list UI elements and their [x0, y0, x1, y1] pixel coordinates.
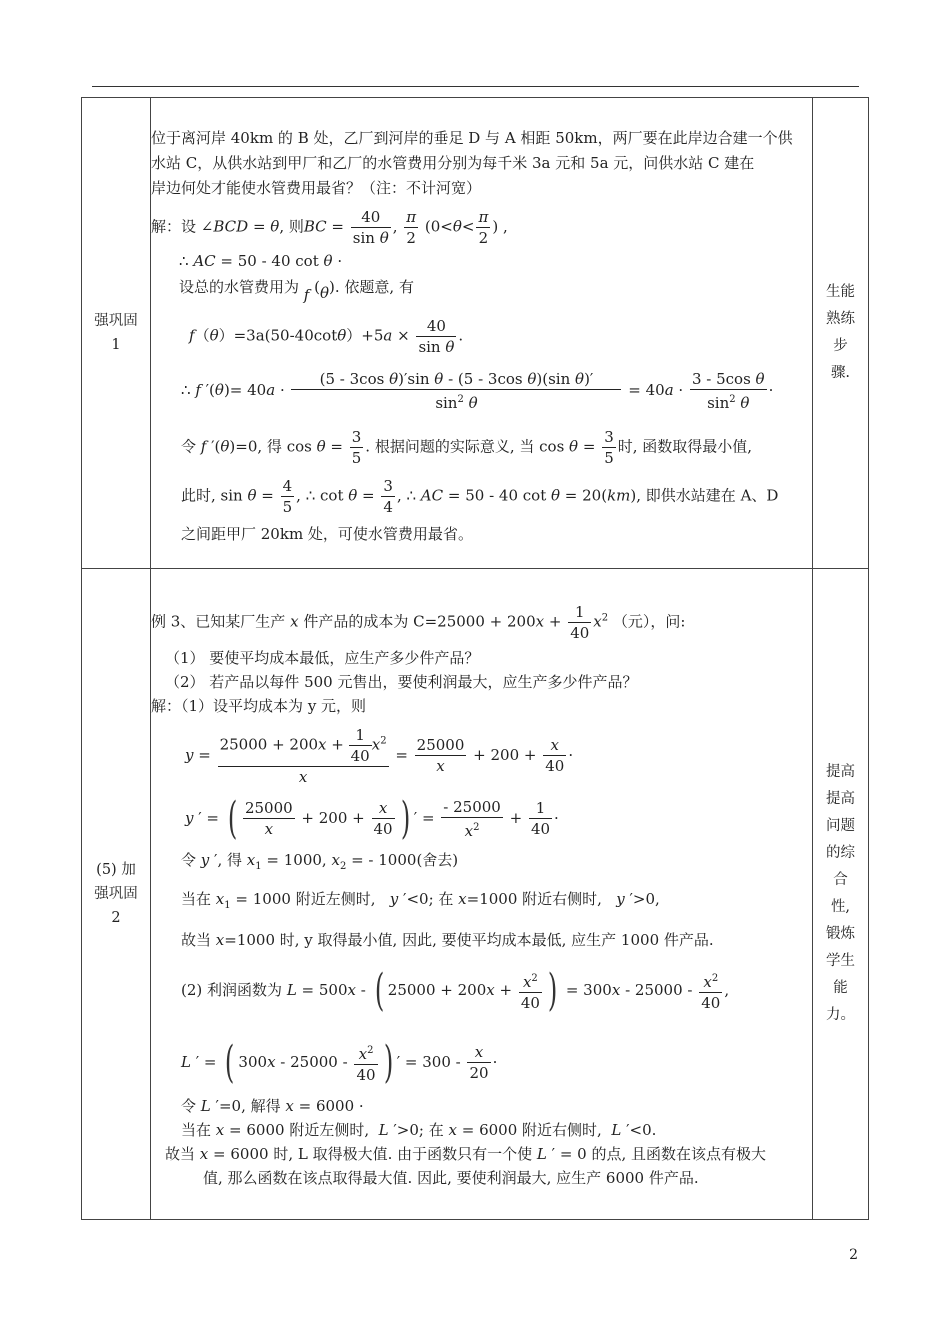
row-label [82, 98, 151, 569]
text: 当在 [181, 889, 212, 908]
formula-line: 故当 x = 6000 时, L 取得极大值. 由于函数只有一个使 L ′ = 0 的点, 且函数在该点有极大 [165, 1144, 767, 1163]
note-text: 力。 [826, 1007, 855, 1023]
text: 时, L 取得极大值. 由于函数只有一个使 [273, 1144, 533, 1163]
text: >0; 在 [396, 1120, 444, 1139]
note-text: 骤. [830, 365, 851, 381]
text: 令 [181, 850, 197, 869]
row-label-text: 强巩固 [94, 313, 138, 329]
row-note [813, 98, 869, 569]
note-text: 问题 [826, 818, 855, 834]
row-label-text: 1 [111, 337, 121, 353]
text: 附近左侧时, [295, 889, 376, 908]
note-text: 合 [833, 872, 848, 888]
text: . 依题意, 有 [334, 277, 414, 296]
row-label-text: 2 [111, 910, 121, 926]
note-text: 提高 [826, 791, 855, 807]
note-text: 的综 [826, 845, 855, 861]
text: 故当 [181, 930, 212, 949]
text: 附近左侧时, [289, 1120, 370, 1139]
text: =0, 解得 [218, 1096, 281, 1115]
text: , 得 [217, 850, 243, 869]
row-note [813, 569, 869, 1220]
text: （2） 若产品以每件 500 元售出，要使利润最大，应生产多少件产品？ [165, 672, 638, 691]
text: 故当 [165, 1144, 196, 1163]
note-text: 生能 [826, 284, 855, 300]
formula-line: 当在 $x_1 = 1000$ 附近左侧时, y ′<0; 在 x=1000 附近右侧时, y ′>0, [181, 889, 660, 911]
table-row [82, 569, 869, 1220]
formula-line: 解：设 ∠BCD = θ, 则BC = $\frac{40}{\text{sin θ}}$ , $\frac{\pi}{2}$ (0<θ< $\frac{\pi}{2}$ ) , [151, 207, 508, 247]
table-row [82, 98, 869, 569]
text: （1） 要使平均成本最低，应生产多少件产品？ [165, 648, 480, 667]
page-number: 2 [849, 1247, 858, 1263]
text: >0, [632, 889, 660, 908]
row-label [82, 569, 151, 1220]
formula-line: 当在 x = 6000 附近左侧时, L ′>0; 在 x = 6000 附近右侧时, L ′<0. [181, 1120, 657, 1139]
text: 此时, [181, 486, 216, 504]
note-text: 学生 [826, 953, 855, 969]
text: 解：设 [151, 217, 197, 235]
formula-line: f（θ）=3a(50-40cotθ）+5a × $\frac{40}{\text{sin θ}}$ . [189, 316, 464, 356]
note-text: 锻炼 [826, 926, 855, 942]
lesson-table [81, 97, 869, 1220]
problem-text: 水站 C，从供水站到甲厂和乙厂的水管费用分别为每千米 3a 元和 5a 元，问供水站 C 建在 [151, 153, 755, 172]
formula-line: 令 L ′=0, 解得 x = 6000 · [181, 1096, 364, 1115]
formula-line: 令 y ′, 得 $x_1 = 1000$, $x_2$ = - 1000(舍去) [181, 850, 459, 872]
row-content [151, 569, 813, 1220]
formula-line: 此时, sin θ = $\frac{4}{5}$ , ∴ cot θ = $\frac{3}{4}$ , ∴ AC = 50 - 40 cot θ = 20(km), 即供水站建在 A、D [181, 476, 779, 516]
formula-line: L ′ = ( 300x - 25000 - $\frac{x^2}{40}$ ) ′ = 300 - $\frac{x}{20}$ · [181, 1036, 498, 1088]
formula-line: 令 f ′(θ)=0, 得 cos θ = $\frac{3}{5}$ . 根据问题的实际意义, 当 cos θ = $\frac{3}{5}$ 时, 函数取得最小值, [181, 427, 753, 467]
row-label-text: 强巩固 [94, 886, 138, 902]
text: . 根据问题的实际意义, 当 [365, 437, 535, 455]
formula-line: y = 25000 + 200x + $\frac{1}{40}$ $x^2$ x = $\frac{25000}{x}$ + 200 + $\frac{x}{40}$ · [185, 725, 574, 786]
note-text: 熟练 [826, 311, 855, 327]
text: 之间距甲厂 20km 处，可使水管费用最省。 [181, 524, 473, 543]
text: （元），问: [612, 612, 686, 630]
formula-line: ∴ AC = 50 - 40 cot θ · [179, 251, 343, 270]
text: 值, 那么函数在该点取得最大值. 因此, 要使利润最大, 应生产 6000 件产品. [203, 1168, 699, 1187]
text: <0; 在 [406, 889, 454, 908]
row-content [151, 98, 813, 569]
problem-text: 岸边何处才能使水管费用最省？（注：不计河宽） [151, 178, 482, 197]
formula-line: 设总的水管费用为 f (θ). 依题意, 有 [179, 277, 414, 304]
formula-line: y ′ = ( $\frac{25000}{x}$ + 200 + $\frac{x}{40}$ ) ′ = $\frac{- 25000}{x^2}$ + $\frac{1}{40}$ · [185, 792, 559, 844]
text: 附近右侧时, [522, 1120, 602, 1139]
text: (舍去) [416, 850, 459, 869]
formula-line: 故当 x=1000 时, y 取得最小值, 因此, 要使平均成本最低, 应生产 1000 件产品. [181, 930, 714, 949]
text: 当在 [181, 1120, 212, 1139]
text: 解：（1）设平均成本为 y 元，则 [151, 696, 367, 715]
text: 的点, 且函数在该点有极大 [591, 1144, 767, 1163]
text: 时, 函数取得最小值, [617, 437, 753, 455]
note-text: 性, [830, 899, 851, 915]
text: <0. [629, 1120, 657, 1139]
formula-line: (2) 利润函数为 L = 500x - ( 25000 + 200x + $\frac{x^2}{40}$ ) = 300x - 25000 - $\frac{x^2}{40}$ , [181, 964, 730, 1016]
text: 例 3、已知某厂生产 [151, 612, 286, 630]
text: =1000 附近右侧时, [466, 889, 602, 908]
problem-text: 位于离河岸 40km 的 B 处，乙厂到河岸的垂足 D 与 A 相距 50km，两厂要在此岸边合建一个供 [151, 128, 793, 147]
text: =1000 时, y 取得最小值, 因此, 要使平均成本最低, 应生产 1000 件产品. [224, 930, 714, 949]
top-rule [92, 86, 859, 87]
text: =0, 得 [235, 437, 282, 455]
text: , 即供水站建在 A、D [636, 486, 779, 504]
note-text: 能 [833, 980, 848, 996]
formula-line: ∴ f ′(θ)= 40a · $\frac{\text{(5 - 3cos θ)′sin θ - (5 - 3cos θ)(sin θ)′}}{\sin^2 \theta}$ = 40a · $\frac{\text{3 - 5cos θ}}{\sin^2 \theta}$ · [181, 369, 774, 412]
row-label-text: (5) 加 [96, 862, 136, 878]
text: 令 [181, 1096, 197, 1115]
text: 设总的水管费用为 [179, 277, 300, 296]
text: 件产品的成本为 C= [303, 612, 438, 630]
formula-line: 例 3、已知某厂生产 x 件产品的成本为 C=25000 + 200x + $\frac{1}{40}$ $x^2$ （元），问: [151, 602, 686, 642]
note-text: 提高 [826, 764, 855, 780]
text: 令 [181, 437, 197, 455]
note-text: 步 [833, 338, 848, 354]
text: (2) 利润函数为 [181, 980, 283, 999]
